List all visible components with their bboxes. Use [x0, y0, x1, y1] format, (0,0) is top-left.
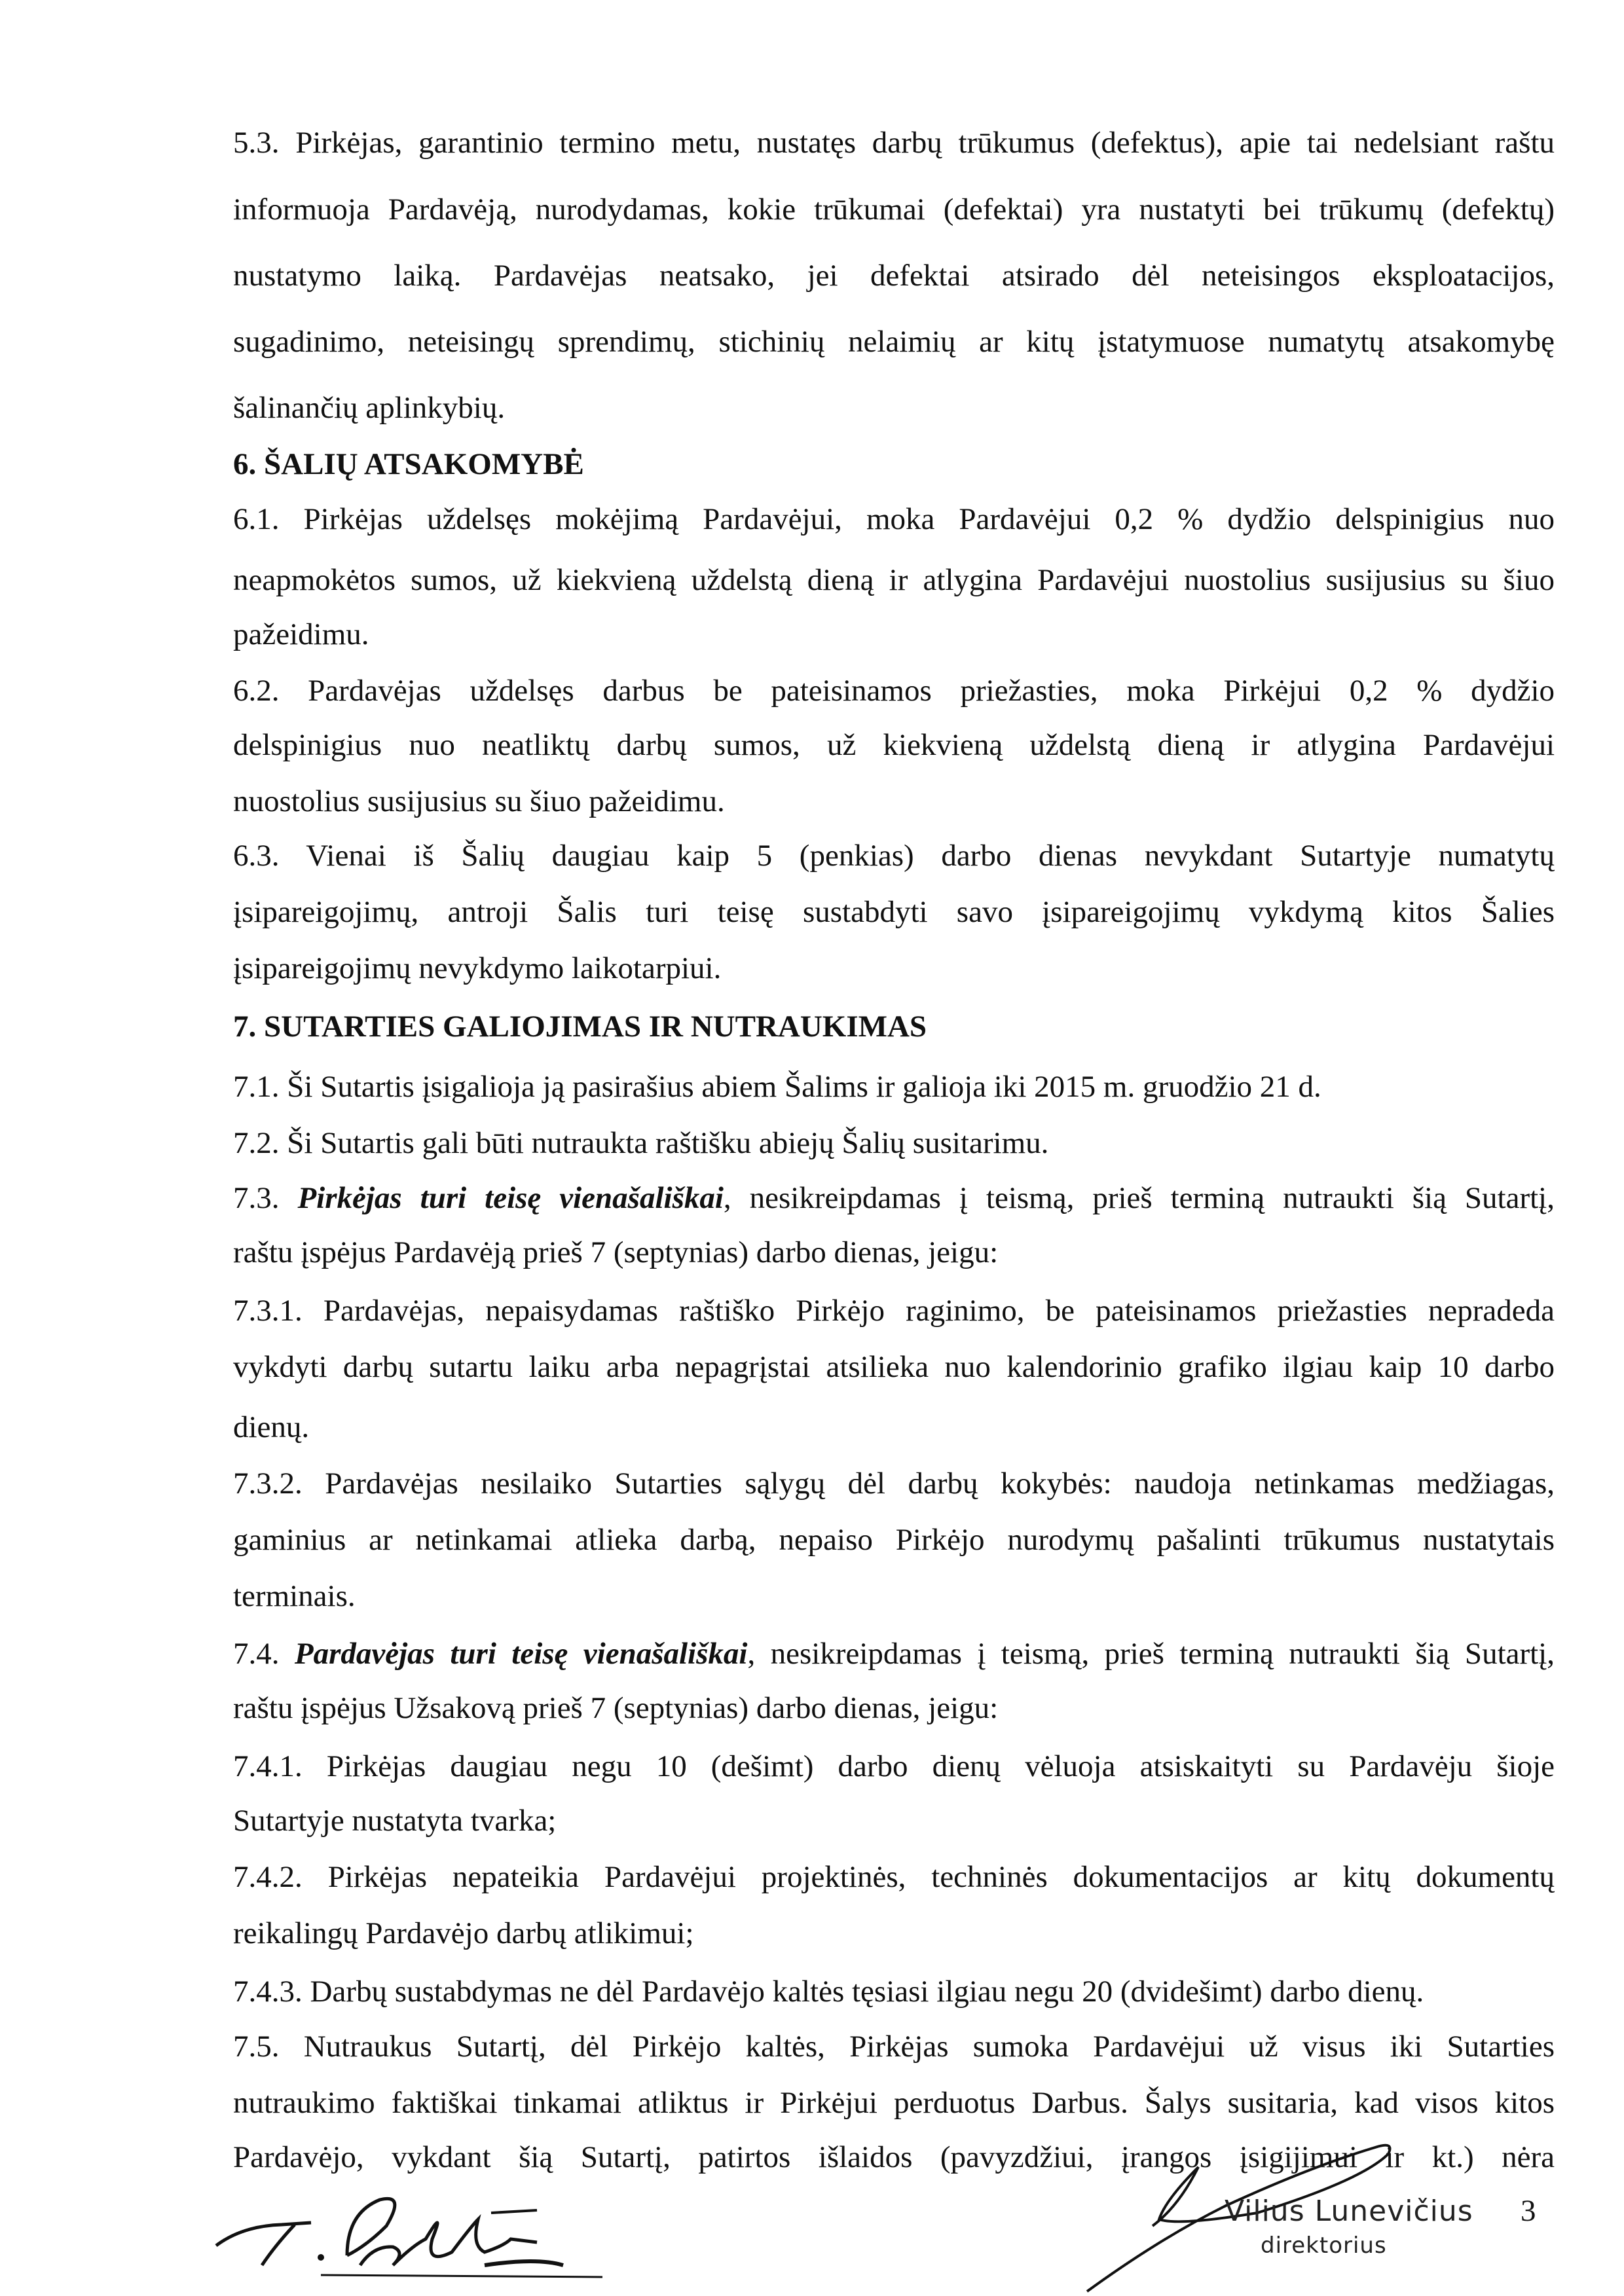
text-line: 7.1. Ši Sutartis įsigalioja ją pasirašius abiem Šalims ir galioja iki 2015 m. gruodžio 21 d. [233, 1070, 1321, 1104]
text-line: pažeidimu. [233, 617, 369, 651]
text-line: 6.3. Vienai iš Šalių daugiau kaip 5 (penkias) darbo dienas nevykdant Sutartyje numatytų [233, 839, 1555, 873]
text-line: Sutartyje nustatyta tvarka; [233, 1804, 557, 1838]
text-line: sugadinimo, neteisingų sprendimų, stichinių nelaimių ar kitų įstatymuose numatytų atsakomybę [233, 325, 1555, 359]
text-line: įsipareigojimų, antroji Šalis turi teisę sustabdyti savo įsipareigojimų vykdymą kitos Šalies [233, 895, 1555, 929]
line-text: , nesikreipdamas į teismą, prieš terminą nutraukti šią Sutartį, [723, 1181, 1555, 1215]
text-line: 6.1. Pirkėjas uždelsęs mokėjimą Pardavėjui, moka Pardavėjui 0,2 % dydžio delspinigius nuo [233, 502, 1555, 536]
text-line: dienų. [233, 1410, 310, 1444]
text-line: neapmokėtos sumos, už kiekvieną uždelstą dieną ir atlygina Pardavėjui nuostolius susijusius su šiuo [233, 563, 1555, 597]
text-line: nutraukimo faktiškai tinkamai atliktus ir Pirkėjui perduotus Darbus. Šalys susitaria, kad visos kitos [233, 2086, 1555, 2120]
text-line: 7.2. Ši Sutartis gali būti nutraukta raštišku abiejų Šalių susitarimu. [233, 1126, 1049, 1160]
text-line: 7.5. Nutraukus Sutartį, dėl Pirkėjo kaltės, Pirkėjas sumoka Pardavėjui už visus iki Sutarties [233, 2030, 1555, 2064]
text-line: informuoja Pardavėją, nurodydamas, kokie trūkumai (defektai) yra nustatyti bei trūkumų (defektų) [233, 192, 1555, 227]
clause-number: 7.4. [233, 1637, 295, 1671]
text-line: 5.3. Pirkėjas, garantinio termino metu, nustatęs darbų trūkumus (defektus), apie tai nedelsiant raštu [233, 126, 1555, 160]
left-signature [196, 2174, 616, 2278]
stamp-name: Vilius Lunevičius [1225, 2195, 1473, 2228]
clause-number: 7.3. [233, 1181, 298, 1215]
emphasized-text: Pirkėjas turi teisę vienašališkai [297, 1181, 724, 1215]
text-line: šalinančių aplinkybių. [233, 391, 506, 425]
stamp-title: direktorius [1261, 2232, 1387, 2259]
text-line: reikalingų Pardavėjo darbų atlikimui; [233, 1916, 694, 1950]
text-line: 7.4.3. Darbų sustabdymas ne dėl Pardavėjo kaltės tęsiasi ilgiau negu 20 (dvidešimt) darbo dienų. [233, 1975, 1424, 2009]
page-number: 3 [1521, 2194, 1536, 2228]
text-line: raštu įspėjus Užsakovą prieš 7 (septynias) darbo dienas, jeigu: [233, 1691, 999, 1725]
text-line: Pardavėjo, vykdant šią Sutartį, patirtos išlaidos (pavyzdžiui, įrangos įsigijimui ir kt.) nėra [233, 2140, 1555, 2174]
emphasized-text: Pardavėjas turi teisę vienašališkai [294, 1637, 748, 1671]
text-line: vykdyti darbų sutartu laiku arba nepagrįstai atsilieka nuo kalendorinio grafiko ilgiau kaip 10 darbo [233, 1350, 1555, 1384]
text-line: nustatymo laiką. Pardavėjas neatsako, jei defektai atsirado dėl neteisingos eksploatacijos, [233, 259, 1555, 293]
text-line: 7.4.1. Pirkėjas daugiau negu 10 (dešimt) darbo dienų vėluoja atsiskaityti su Pardavėju šioje [233, 1749, 1555, 1783]
text-line: raštu įspėjus Pardavėją prieš 7 (septynias) darbo dienas, jeigu: [233, 1235, 999, 1269]
text-line: gaminius ar netinkamai atlieka darbą, nepaiso Pirkėjo nurodymų pašalinti trūkumus nustatytais [233, 1523, 1555, 1557]
text-line: 7.4.2. Pirkėjas nepateikia Pardavėjui projektinės, techninės dokumentacijos ar kitų dokumentų [233, 1860, 1555, 1894]
text-line: 7.3.1. Pardavėjas, nepaisydamas raštiško Pirkėjo raginimo, be pateisinamos priežasties nepradeda [233, 1294, 1555, 1328]
text-line: 6.2. Pardavėjas uždelsęs darbus be pateisinamos priežasties, moka Pirkėjui 0,2 % dydžio [233, 674, 1555, 708]
section-heading: 6. ŠALIŲ ATSAKOMYBĖ [233, 447, 584, 481]
text-line: įsipareigojimų nevykdymo laikotarpiui. [233, 951, 722, 985]
text-line: nuostolius susijusius su šiuo pažeidimu. [233, 784, 725, 818]
line-text: , nesikreipdamas į teismą, prieš terminą nutraukti šią Sutartį, [747, 1637, 1555, 1671]
text-line: terminais. [233, 1579, 356, 1613]
section-heading: 7. SUTARTIES GALIOJIMAS IR NUTRAUKIMAS [233, 1010, 927, 1044]
text-line: 7.3.2. Pardavėjas nesilaiko Sutarties sąlygų dėl darbų kokybės: naudoja netinkamas medžiagas, [233, 1467, 1555, 1501]
text-line: delspinigius nuo neatliktų darbų sumos, už kiekvieną uždelstą dieną ir atlygina Pardavėjui [233, 728, 1555, 762]
